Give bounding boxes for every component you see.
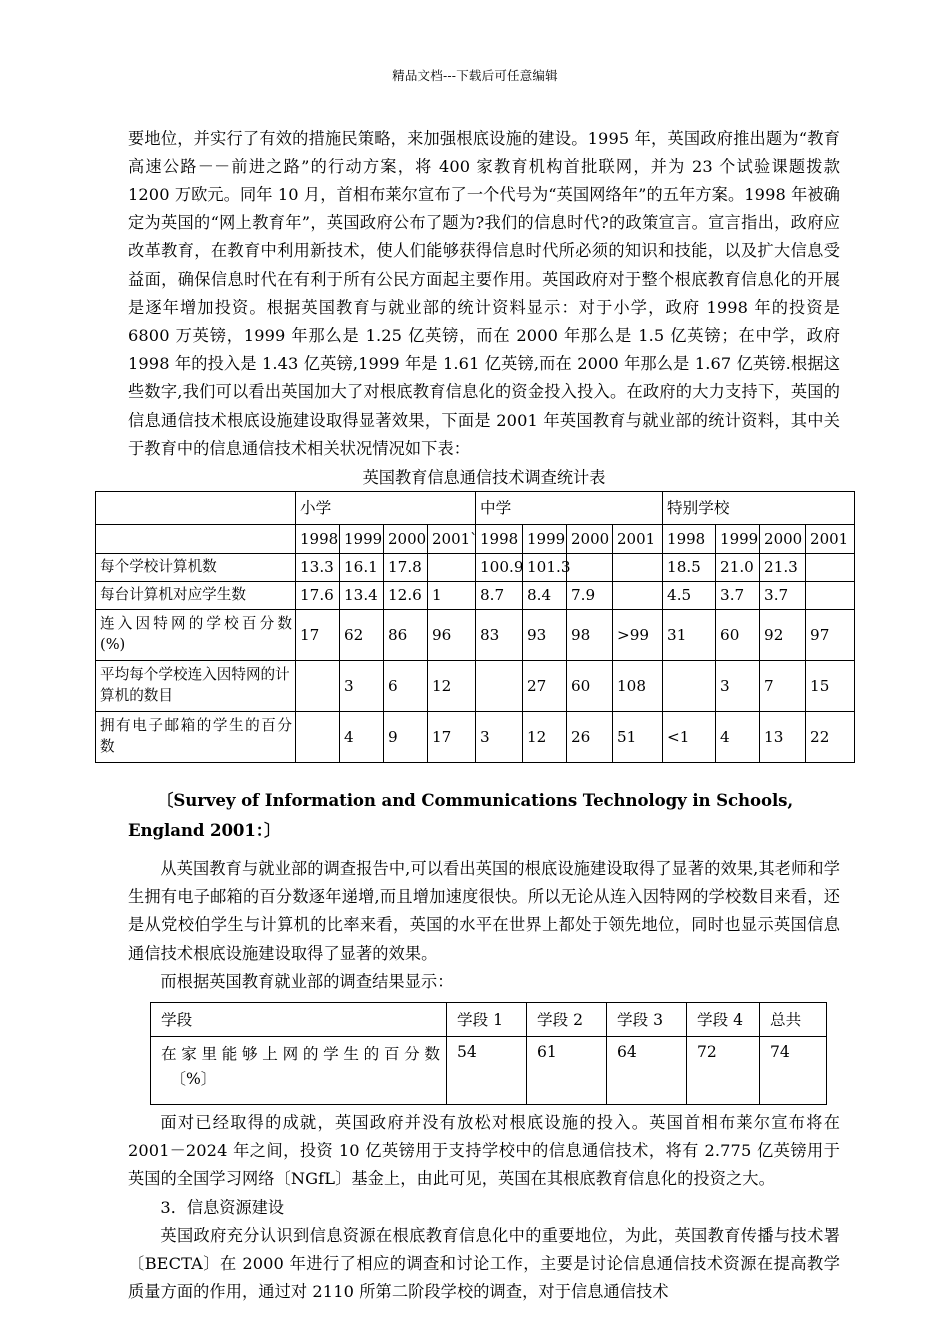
year-cell: 1998 [476, 524, 523, 553]
data-cell: 13 [760, 711, 806, 762]
data-cell: 54 [447, 1036, 527, 1104]
data-cell: 15 [806, 660, 855, 711]
row-label [96, 660, 296, 711]
table-row [96, 711, 855, 762]
table-row-year-header [96, 524, 855, 553]
section-title-3: 3．信息资源建设 [160, 1197, 285, 1217]
stage-row-label-line: 〔%〕 [170, 1069, 217, 1088]
row-label-line: 数 [100, 737, 115, 755]
data-cell: 108 [613, 660, 663, 711]
data-cell: 26 [567, 711, 613, 762]
data-cell: 86 [384, 609, 428, 660]
paragraph-1: 要地位，并实行了有效的措施民策略，来加强根底设施的建设。1995 年，英国政府推出题为“教育高速公路－－前进之路”的行动方案，将 400 家教育机构首批联网，并为 23 个试验课题拨款 1200 万欧元。同年 10 月，首相布莱尔宣布了一个代号为“英国网络年”的五年方案。1998 年被确定为英国的“网上教育年”，英国政府公布了题为?我们的信息时代?的政策宣言。宣言指出，政府应改革教育，在教育中利用新技术，使人们能够获得信息时代所必须的知识和技能，以及扩大信息受益面，确保信息时代在有利于所有公民方面起主要作用。英国政府对于整个根底教育信息化的开展是逐年增加投资。根据英国教育与就业部的统计资料显示：对于小学，政府 1998 年的投资是 6800 万英镑，1999 年那么是 1.25 亿英镑，而在 2000 年那么是 1.5 亿英镑；在中学，政府 1998 年的投入是 1.43 亿英镑,1999 年是 1.61 亿英镑,而在 2000 年那么是 1.67 亿英镑.根据这些数字,我们可以看出英国加大了对根底教育信息化的资金投入投入。在政府的大力支持下，英国的信息通信技术根底设施建设取得显著效果，下面是 2001 年英国教育与就业部的统计资料，其中关于教育中的信息通信技术相关状况情况如下表： [128, 128, 840, 458]
group-header-special: 特别学校 [663, 491, 855, 524]
english-heading-line-2: England 2001：〕 [128, 819, 281, 840]
row-label [96, 609, 296, 660]
main-table-container [95, 491, 854, 763]
table-row-group-header [96, 491, 855, 524]
data-cell: >99 [613, 609, 663, 660]
row-label-line: 平均每个学校连入因特网的计算 [100, 666, 290, 704]
data-cell: 8.7 [476, 581, 523, 609]
data-cell: 98 [567, 609, 613, 660]
data-cell: 101.3 [523, 553, 567, 581]
data-cell: 21.3 [760, 553, 806, 581]
year-cell: 2001` [428, 524, 476, 553]
data-cell: 1 [428, 581, 476, 609]
data-cell: 97 [806, 609, 855, 660]
main-table-caption: 英国教育信息通信技术调查统计表 [362, 467, 606, 487]
year-row-label-cell [96, 524, 296, 553]
data-cell: 4 [716, 711, 760, 762]
data-cell: 17.6 [296, 581, 340, 609]
data-cell [806, 553, 855, 581]
data-cell: 96 [428, 609, 476, 660]
data-cell [663, 660, 716, 711]
year-cell: 1999 [340, 524, 384, 553]
data-cell [476, 660, 523, 711]
data-cell: 64 [607, 1036, 687, 1104]
data-cell: 3 [476, 711, 523, 762]
data-cell [296, 660, 340, 711]
data-cell: 7.9 [567, 581, 613, 609]
data-cell: 17.8 [384, 553, 428, 581]
table-row-header [151, 1002, 827, 1036]
data-cell: 17 [428, 711, 476, 762]
paragraph-2: 从英国教育与就业部的调查报告中,可以看出英国的根底设施建设取得了显著的效果,其老师和学生拥有电子邮箱的百分数逐年递增,而且增加速度很快。所以无论从连入因特网的学校数目来看，还是从党校伯学生与计算机的比率来看，英国的水平在世界上都处于领先地位，同时也显示英国信息通信技术根底设施建设取得了显著的效果。 [128, 858, 840, 963]
year-cell: 1999 [716, 524, 760, 553]
data-cell: 3.7 [760, 581, 806, 609]
year-cell: 1998 [663, 524, 716, 553]
data-cell [296, 711, 340, 762]
stage-row-label-line: 在家里能够上网的学生的百分数 [161, 1044, 440, 1063]
year-cell: 2000 [567, 524, 613, 553]
data-cell [806, 581, 855, 609]
group-header-primary: 小学 [296, 491, 476, 524]
data-cell: 6 [384, 660, 428, 711]
data-cell: <1 [663, 711, 716, 762]
data-cell: 74 [760, 1036, 827, 1104]
data-cell: 3 [716, 660, 760, 711]
data-cell: 18.5 [663, 553, 716, 581]
stage-header-cell: 学段 2 [527, 1002, 607, 1036]
data-cell: 72 [687, 1036, 760, 1104]
year-cell: 1998 [296, 524, 340, 553]
data-cell: 83 [476, 609, 523, 660]
table-row [96, 609, 855, 660]
data-cell: 9 [384, 711, 428, 762]
year-cell: 2001 [806, 524, 855, 553]
data-cell: 62 [340, 609, 384, 660]
data-cell: 92 [760, 609, 806, 660]
ict-survey-table [95, 491, 855, 763]
year-cell: 2000 [384, 524, 428, 553]
year-cell: 2000 [760, 524, 806, 553]
data-cell: 17 [296, 609, 340, 660]
data-cell: 3 [340, 660, 384, 711]
english-source-heading [128, 785, 840, 845]
table-row [96, 581, 855, 609]
data-cell: 100.9 [476, 553, 523, 581]
stage-header-cell: 总共 [760, 1002, 827, 1036]
stage-row-label [151, 1036, 447, 1104]
data-cell: 12 [428, 660, 476, 711]
data-cell: 7 [760, 660, 806, 711]
data-cell: 4 [340, 711, 384, 762]
stage-header-label: 学段 [151, 1002, 447, 1036]
group-header-secondary: 中学 [476, 491, 663, 524]
row-label-line: (%) [100, 635, 126, 653]
document-body [100, 125, 849, 1307]
data-cell: 60 [567, 660, 613, 711]
corner-cell [96, 491, 296, 524]
watermark-note: 精品文档---下载后可任意编辑 [392, 68, 558, 83]
data-cell: 13.4 [340, 581, 384, 609]
row-label: 每台计算机对应学生数 [96, 581, 296, 609]
paragraph-3: 而根据英国教育就业部的调查结果显示： [160, 971, 454, 991]
data-cell: 4.5 [663, 581, 716, 609]
stage-header-cell: 学段 1 [447, 1002, 527, 1036]
table-row [96, 553, 855, 581]
data-cell: 16.1 [340, 553, 384, 581]
row-label-line: 连入因特网的学校百分数 [100, 615, 292, 633]
stage-table-container [150, 1002, 826, 1105]
data-cell [613, 581, 663, 609]
home-internet-access-table [150, 1002, 827, 1105]
paragraph-6: 英国政府充分认识到信息资源在根底教育信息化中的重要地位，为此，英国教育传播与技术署〔BECTA〕在 2000 年进行了相应的调查和讨论工作，主要是讨论信息通信技术资源在提高教学质量方面的作用，通过对 2110 所第二阶段学校的调查，对于信息通信技术 [128, 1225, 840, 1302]
row-label-line: 机的数目 [114, 686, 173, 704]
paragraph-4: 面对已经取得的成就，英国政府并没有放松对根底设施的投入。英国首相布莱尔宣布将在 2001－2024 年之间，投资 10 亿英镑用于支持学校中的信息通信技术，将有 2.775 亿英镑用于英国的全国学习网络〔NGfL〕基金上，由此可见，英国在其根底教育信息化的投资之大。 [128, 1112, 840, 1189]
row-label [96, 711, 296, 762]
row-label-line: 拥有电子邮箱的学生的百分 [100, 717, 292, 735]
year-cell: 1999 [523, 524, 567, 553]
table-row [96, 660, 855, 711]
data-cell: 21.0 [716, 553, 760, 581]
data-cell [613, 553, 663, 581]
data-cell: 31 [663, 609, 716, 660]
data-cell: 12 [523, 711, 567, 762]
data-cell: 61 [527, 1036, 607, 1104]
table-row [151, 1036, 827, 1104]
data-cell: 8.4 [523, 581, 567, 609]
data-cell: 27 [523, 660, 567, 711]
english-heading-line-1: 〔Survey of Information and Communications Technology in Schools, [156, 789, 794, 810]
stage-header-cell: 学段 3 [607, 1002, 687, 1036]
data-cell [428, 553, 476, 581]
data-cell: 3.7 [716, 581, 760, 609]
data-cell [567, 553, 613, 581]
year-cell: 2001 [613, 524, 663, 553]
row-label: 每个学校计算机数 [96, 553, 296, 581]
data-cell: 12.6 [384, 581, 428, 609]
data-cell: 13.3 [296, 553, 340, 581]
stage-header-cell: 学段 4 [687, 1002, 760, 1036]
data-cell: 51 [613, 711, 663, 762]
data-cell: 93 [523, 609, 567, 660]
data-cell: 60 [716, 609, 760, 660]
data-cell: 22 [806, 711, 855, 762]
